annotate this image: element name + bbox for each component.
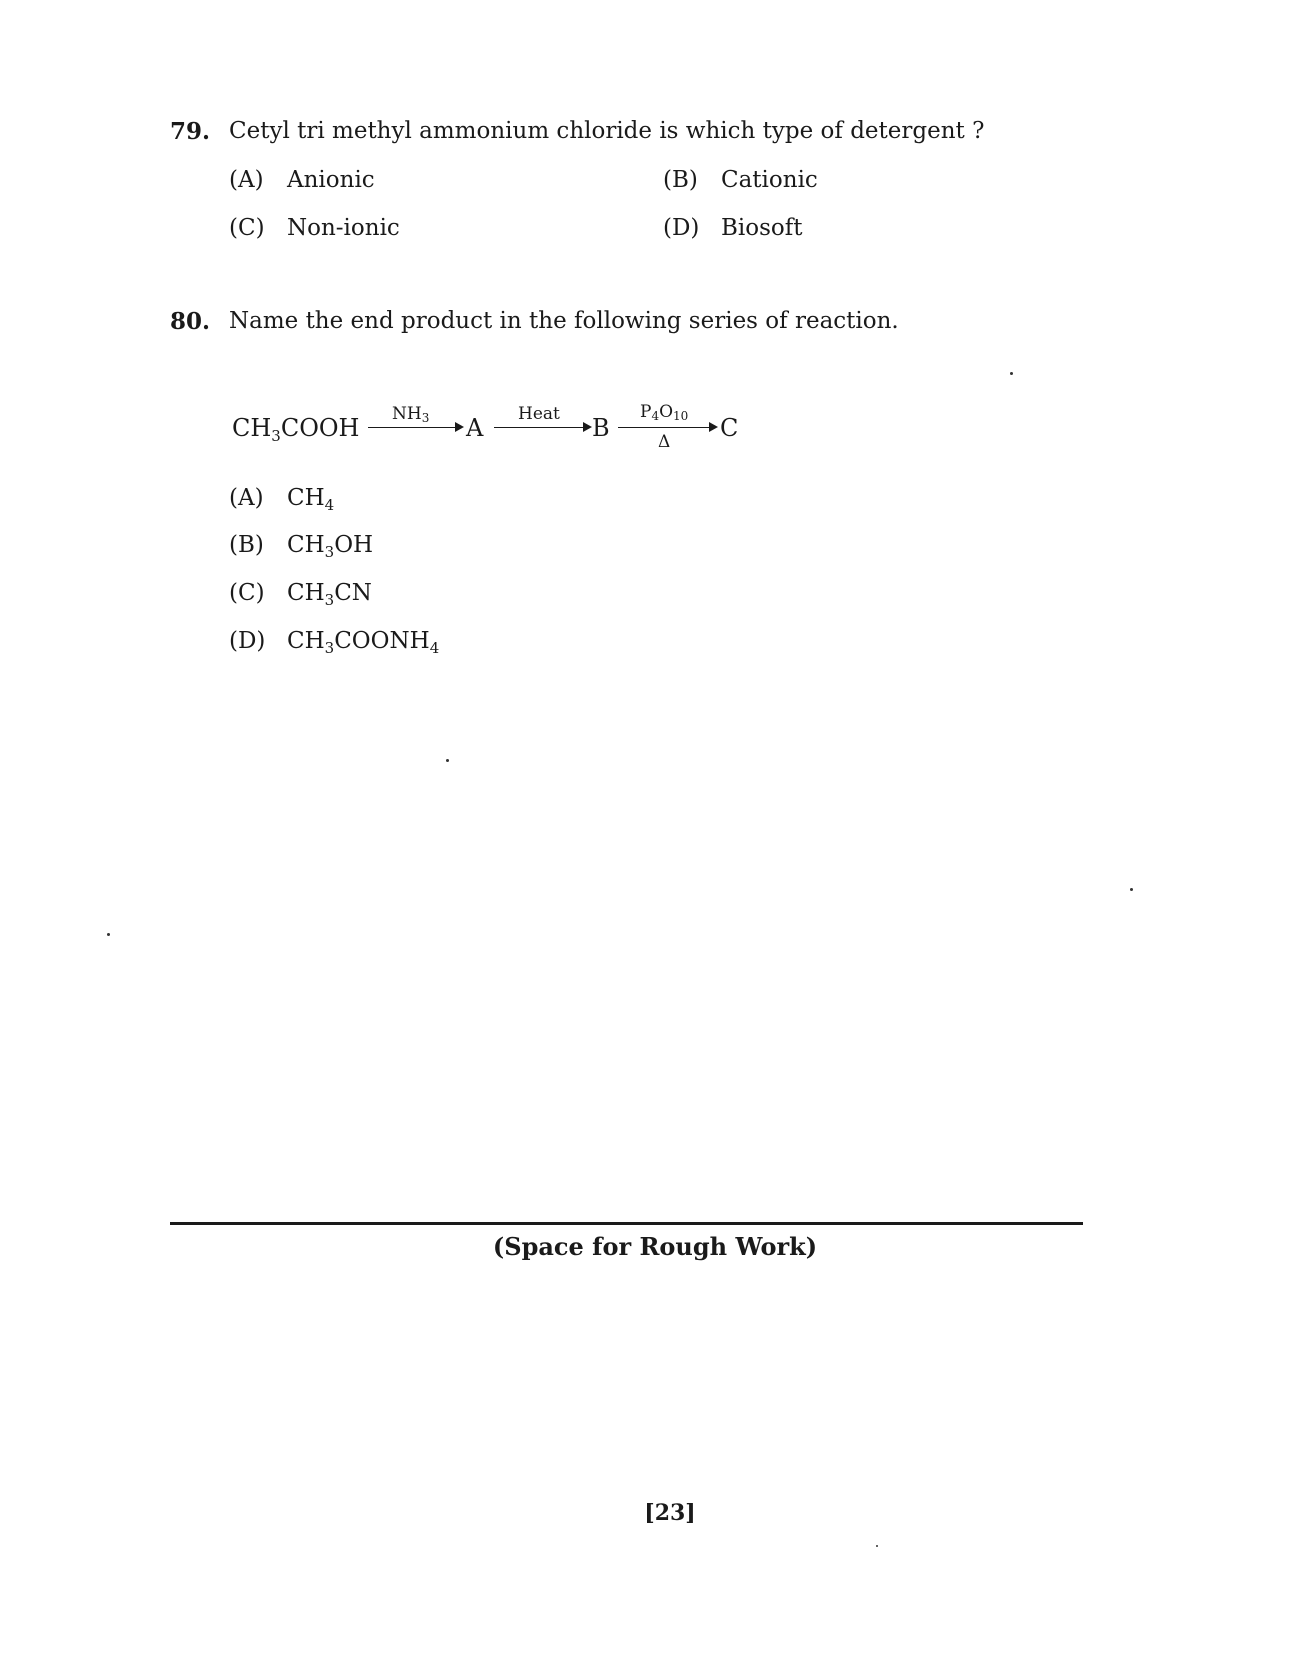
option-label: (B) bbox=[229, 532, 264, 558]
option-label: (D) bbox=[229, 628, 266, 654]
option-formula: $CH_3OH$ bbox=[287, 532, 374, 561]
reaction-arrow-1 bbox=[368, 427, 462, 428]
reagent-heat: Heat bbox=[518, 404, 560, 424]
option-label: (D) bbox=[663, 215, 700, 241]
product-c: C bbox=[720, 414, 739, 442]
rough-work-label: (Space for Rough Work) bbox=[492, 1232, 818, 1261]
question-number-79: 79. bbox=[170, 118, 211, 145]
option-formula: $CH_4$ bbox=[287, 485, 335, 514]
option-80-d[interactable] bbox=[229, 628, 440, 657]
scan-speck bbox=[1130, 888, 1133, 891]
question-text-80: Name the end product in the following series of reaction. bbox=[229, 308, 899, 334]
reaction-arrow-2 bbox=[494, 427, 590, 428]
option-text: Non-ionic bbox=[287, 215, 400, 241]
option-80-b[interactable] bbox=[229, 532, 374, 561]
intermediate-b: B bbox=[592, 414, 610, 442]
scan-speck bbox=[876, 1545, 878, 1547]
option-label: (C) bbox=[229, 580, 265, 606]
option-text: Anionic bbox=[287, 167, 375, 193]
option-79-c[interactable] bbox=[229, 215, 400, 241]
reaction-arrow-3 bbox=[618, 427, 716, 428]
option-text: Biosoft bbox=[721, 215, 803, 241]
question-number-80: 80. bbox=[170, 308, 211, 335]
option-label: (C) bbox=[229, 215, 265, 241]
option-label: (A) bbox=[229, 167, 264, 193]
option-formula: $CH_3COONH_4$ bbox=[287, 628, 440, 657]
reagent-ammonia: $NH_3$ bbox=[392, 404, 430, 425]
option-label: (B) bbox=[663, 167, 698, 193]
rough-work-divider bbox=[170, 1222, 1083, 1225]
reaction-scheme bbox=[232, 400, 772, 460]
option-label: (A) bbox=[229, 485, 264, 511]
option-79-a[interactable] bbox=[229, 167, 375, 193]
reagent-p4o10: $P_4O_{10}$ bbox=[640, 402, 689, 423]
reactant-acetic-acid: $CH_3COOH$ bbox=[232, 414, 360, 445]
question-text-79: Cetyl tri methyl ammonium chloride is which type of detergent ? bbox=[229, 118, 985, 144]
page-number: [23] bbox=[644, 1500, 696, 1526]
scan-speck bbox=[446, 759, 449, 762]
option-80-a[interactable] bbox=[229, 485, 335, 514]
scan-speck bbox=[1010, 372, 1013, 375]
option-80-c[interactable] bbox=[229, 580, 372, 609]
intermediate-a: A bbox=[466, 414, 484, 442]
option-79-d[interactable] bbox=[663, 215, 803, 241]
condition-delta: Δ bbox=[658, 432, 671, 452]
option-text: Cationic bbox=[721, 167, 818, 193]
scan-speck bbox=[107, 933, 110, 936]
option-79-b[interactable] bbox=[663, 167, 818, 193]
option-formula: $CH_3CN$ bbox=[287, 580, 372, 609]
